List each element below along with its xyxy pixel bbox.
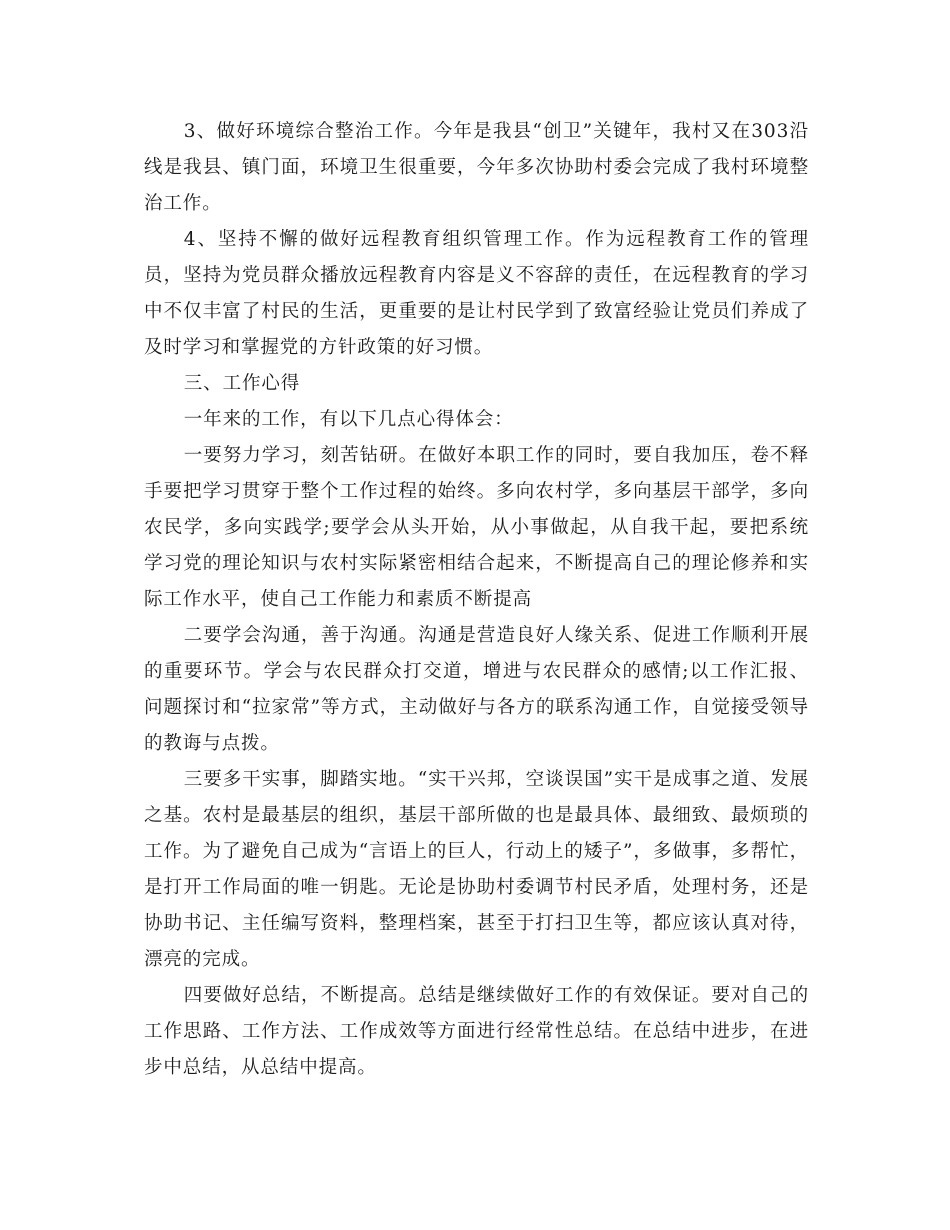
paragraph-insights-intro: 一年来的工作，有以下几点心得体会： <box>183 409 514 430</box>
paragraph-communication: 二要学会沟通，善于沟通。沟通是营造良好人缘关系、促进工作顺利开展的重要环节。学会与农民群众打交道，增进与农民群众的感情;以工作汇报、问题探讨和“拉家常”等方式，主动做好与各方的联系沟通工作，自觉接受领导的教诲与点拨。 <box>144 625 809 754</box>
document-body <box>144 114 809 1086</box>
paragraph-environment-work: 3、做好环境综合整治工作。今年是我县“创卫”关键年，我村又在303沿线是我县、镇门面，环境卫生很重要，今年多次协助村委会完成了我村环境整治工作。 <box>144 121 809 214</box>
paragraph-study-hard: 一要努力学习，刻苦钻研。在做好本职工作的同时，要自我加压，卷不释手要把学习贯穿于整个工作过程的始终。多向农村学，多向基层干部学，多向农民学，多向实践学;要学会从头开始，从小事做起，从自我干起，要把系统学习党的理论知识与农村实际紧密相结合起来，不断提高自己的理论修养和实际工作水平，使自己工作能力和素质不断提高 <box>144 445 809 610</box>
section-heading-work-insights: 三、工作心得 <box>183 373 301 394</box>
paragraph-practical-work: 三要多干实事，脚踏实地。“实干兴邦，空谈误国”实干是成事之道、发展之基。农村是最基层的组织，基层干部所做的也是最具体、最细致、最烦琐的工作。为了避免自己成为“言语上的巨人，行动上的矮子”，多做事，多帮忙，是打开工作局面的唯一钥匙。无论是协助村委调节村民矛盾，处理村务，还是协助书记、主任编写资料，整理档案，甚至于打扫卫生等，都应该认真对待，漂亮的完成。 <box>144 769 809 970</box>
paragraph-summarize: 四要做好总结，不断提高。总结是继续做好工作的有效保证。要对自己的工作思路、工作方法、工作成效等方面进行经常性总结。在总结中进步，在进步中总结，从总结中提高。 <box>144 985 809 1078</box>
paragraph-remote-education: 4、坚持不懈的做好远程教育组织管理工作。作为远程教育工作的管理员，坚持为党员群众播放远程教育内容是义不容辞的责任，在远程教育的学习中不仅丰富了村民的生活，更重要的是让村民学到了致富经验让党员们养成了及时学习和掌握党的方针政策的好习惯。 <box>144 229 809 358</box>
